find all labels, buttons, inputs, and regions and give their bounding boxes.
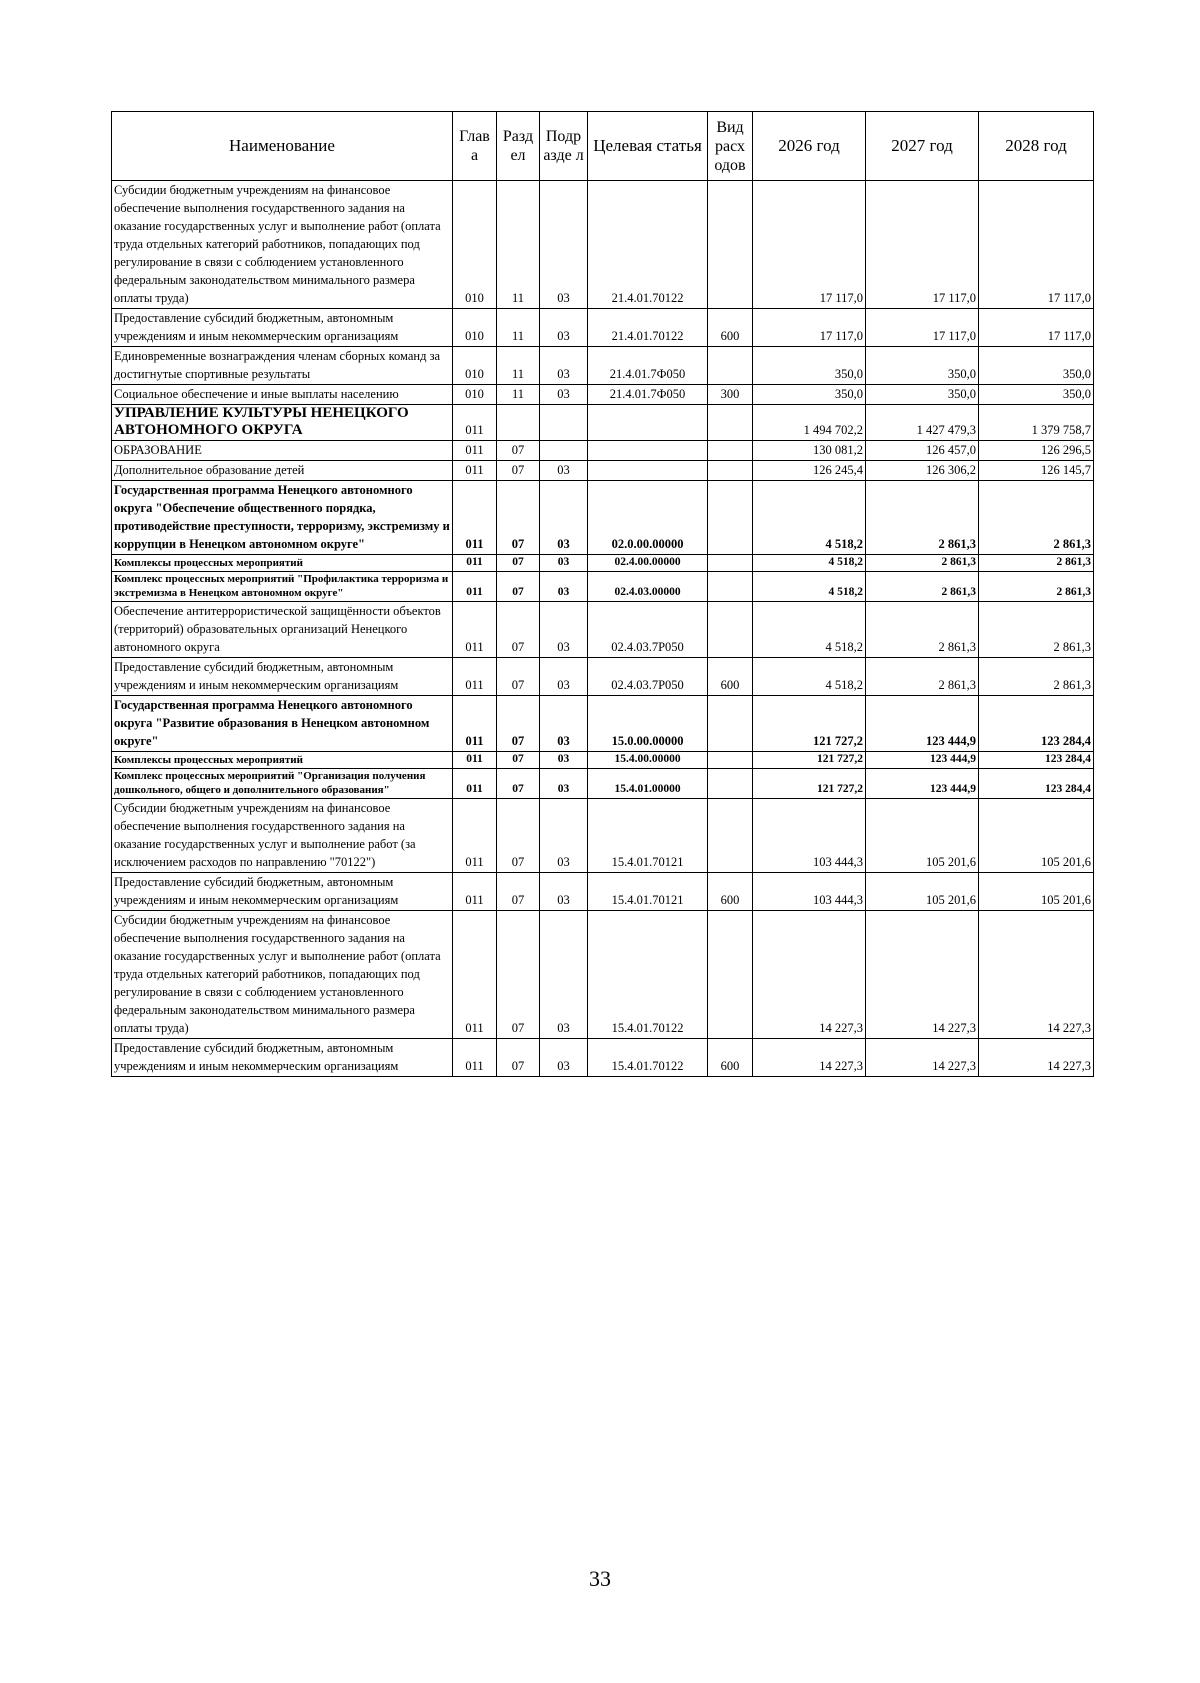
row-target-cell: 02.4.00.00000: [588, 555, 708, 572]
row-vid-cell: 600: [708, 658, 753, 696]
row-name-cell: Предоставление субсидий бюджетным, автономным учреждениям и иным некоммерческим организациям: [112, 658, 453, 696]
row-2026-cell: 350,0: [753, 347, 866, 385]
row-2026-cell: 126 245,4: [753, 461, 866, 481]
row-name-cell: Предоставление субсидий бюджетным, автономным учреждениям и иным некоммерческим организациям: [112, 309, 453, 347]
row-target-cell: 15.4.01.70122: [588, 1039, 708, 1077]
row-2028-cell: 2 861,3: [979, 481, 1094, 555]
row-2027-cell: 123 444,9: [866, 752, 979, 769]
row-vid-cell: [708, 769, 753, 799]
row-2026-cell: 1 494 702,2: [753, 405, 866, 441]
budget-sheet: [111, 111, 1093, 1077]
row-glava-cell: 011: [453, 441, 497, 461]
row-razdel-cell: [497, 405, 540, 441]
row-glava-cell: 010: [453, 309, 497, 347]
row-2026-cell: 14 227,3: [753, 911, 866, 1039]
row-2027-cell: 2 861,3: [866, 658, 979, 696]
row-2028-cell: 17 117,0: [979, 181, 1094, 309]
row-2027-cell: 123 444,9: [866, 769, 979, 799]
row-vid-cell: 300: [708, 385, 753, 405]
row-2027-cell: 2 861,3: [866, 602, 979, 658]
row-vid-cell: 600: [708, 1039, 753, 1077]
row-name-cell: Комплекс процессных мероприятий "Профилактика терроризма и экстремизма в Ненецком автономном округе": [112, 572, 453, 602]
col-header-podrazdel: Подр азде л: [540, 112, 588, 181]
row-target-cell: 15.4.01.70122: [588, 911, 708, 1039]
row-2026-cell: 17 117,0: [753, 309, 866, 347]
row-name-cell: Единовременные вознаграждения членам сборных команд за достигнутые спортивные результаты: [112, 347, 453, 385]
row-glava-cell: 010: [453, 181, 497, 309]
row-name-cell: Дополнительное образование детей: [112, 461, 453, 481]
row-2028-cell: 123 284,4: [979, 696, 1094, 752]
table-row: [112, 658, 1094, 696]
row-target-cell: [588, 441, 708, 461]
page-number: 33: [589, 1566, 611, 1591]
row-podrazdel-cell: 03: [540, 555, 588, 572]
row-2028-cell: 105 201,6: [979, 873, 1094, 911]
row-name-cell: Субсидии бюджетным учреждениям на финансовое обеспечение выполнения государственного задания на оказание государственных услуг и выполнение работ (оплата труда отдельных категорий работников, попадающих под регулирование в связи с соблюдением установленного федеральным законодательством минимального размера оплаты труда): [112, 181, 453, 309]
table-row: [112, 481, 1094, 555]
row-2028-cell: 105 201,6: [979, 799, 1094, 873]
row-2028-cell: 126 145,7: [979, 461, 1094, 481]
row-target-cell: 02.4.03.00000: [588, 572, 708, 602]
row-2027-cell: 350,0: [866, 347, 979, 385]
row-podrazdel-cell: 03: [540, 385, 588, 405]
row-vid-cell: [708, 555, 753, 572]
row-target-cell: 21.4.01.70122: [588, 181, 708, 309]
row-target-cell: 02.4.03.7Р050: [588, 602, 708, 658]
row-2027-cell: 2 861,3: [866, 555, 979, 572]
row-2026-cell: 14 227,3: [753, 1039, 866, 1077]
row-razdel-cell: 07: [497, 481, 540, 555]
row-2027-cell: 14 227,3: [866, 911, 979, 1039]
row-2027-cell: 1 427 479,3: [866, 405, 979, 441]
row-vid-cell: [708, 347, 753, 385]
row-razdel-cell: 07: [497, 441, 540, 461]
row-podrazdel-cell: 03: [540, 658, 588, 696]
row-glava-cell: 011: [453, 911, 497, 1039]
row-name-cell: УПРАВЛЕНИЕ КУЛЬТУРЫ НЕНЕЦКОГО АВТОНОМНОГО ОКРУГА: [112, 405, 453, 441]
row-target-cell: [588, 405, 708, 441]
table-row: [112, 1039, 1094, 1077]
row-razdel-cell: 11: [497, 181, 540, 309]
row-2026-cell: 103 444,3: [753, 873, 866, 911]
row-name-cell: Государственная программа Ненецкого автономного округа "Развитие образования в Ненецком автономном округе": [112, 696, 453, 752]
row-glava-cell: 011: [453, 481, 497, 555]
row-razdel-cell: 07: [497, 911, 540, 1039]
row-2026-cell: 4 518,2: [753, 658, 866, 696]
row-2027-cell: 14 227,3: [866, 1039, 979, 1077]
table-body: [112, 181, 1094, 1077]
row-glava-cell: 011: [453, 405, 497, 441]
row-podrazdel-cell: 03: [540, 752, 588, 769]
row-target-cell: 15.4.01.70121: [588, 873, 708, 911]
row-razdel-cell: 07: [497, 696, 540, 752]
row-razdel-cell: 07: [497, 572, 540, 602]
row-glava-cell: 011: [453, 658, 497, 696]
row-2028-cell: 17 117,0: [979, 309, 1094, 347]
row-vid-cell: [708, 461, 753, 481]
row-2028-cell: 350,0: [979, 347, 1094, 385]
row-vid-cell: [708, 911, 753, 1039]
table-header-row: [112, 112, 1094, 181]
row-glava-cell: 010: [453, 385, 497, 405]
row-vid-cell: [708, 752, 753, 769]
row-target-cell: 15.4.01.70121: [588, 799, 708, 873]
col-header-target: Целевая статья: [588, 112, 708, 181]
row-2028-cell: 2 861,3: [979, 555, 1094, 572]
row-vid-cell: 600: [708, 309, 753, 347]
row-2027-cell: 105 201,6: [866, 873, 979, 911]
col-header-name: Наименование: [112, 112, 453, 181]
row-2028-cell: 1 379 758,7: [979, 405, 1094, 441]
row-razdel-cell: 07: [497, 769, 540, 799]
row-2026-cell: 4 518,2: [753, 602, 866, 658]
table-row: [112, 405, 1094, 441]
row-vid-cell: [708, 799, 753, 873]
row-glava-cell: 011: [453, 769, 497, 799]
row-2027-cell: 17 117,0: [866, 181, 979, 309]
row-2028-cell: 2 861,3: [979, 602, 1094, 658]
row-podrazdel-cell: 03: [540, 799, 588, 873]
col-header-2027: 2027 год: [866, 112, 979, 181]
row-2026-cell: 121 727,2: [753, 769, 866, 799]
row-name-cell: Предоставление субсидий бюджетным, автономным учреждениям и иным некоммерческим организациям: [112, 873, 453, 911]
row-vid-cell: [708, 572, 753, 602]
row-target-cell: 02.4.03.7Р050: [588, 658, 708, 696]
row-podrazdel-cell: 03: [540, 911, 588, 1039]
table-row: [112, 347, 1094, 385]
row-2027-cell: 17 117,0: [866, 309, 979, 347]
row-glava-cell: 011: [453, 799, 497, 873]
col-header-vid: Вид расх одов: [708, 112, 753, 181]
row-razdel-cell: 11: [497, 385, 540, 405]
row-2028-cell: 350,0: [979, 385, 1094, 405]
row-razdel-cell: 07: [497, 555, 540, 572]
row-podrazdel-cell: 03: [540, 769, 588, 799]
row-2027-cell: 126 457,0: [866, 441, 979, 461]
col-header-2026: 2026 год: [753, 112, 866, 181]
row-2026-cell: 350,0: [753, 385, 866, 405]
row-target-cell: 21.4.01.7Ф050: [588, 385, 708, 405]
row-vid-cell: [708, 405, 753, 441]
row-2026-cell: 121 727,2: [753, 752, 866, 769]
table-row: [112, 799, 1094, 873]
row-vid-cell: [708, 441, 753, 461]
row-2028-cell: 14 227,3: [979, 911, 1094, 1039]
row-2028-cell: 2 861,3: [979, 572, 1094, 602]
row-name-cell: Комплексы процессных мероприятий: [112, 555, 453, 572]
table-row: [112, 873, 1094, 911]
table-row: [112, 769, 1094, 799]
row-name-cell: ОБРАЗОВАНИЕ: [112, 441, 453, 461]
row-podrazdel-cell: 03: [540, 309, 588, 347]
row-podrazdel-cell: 03: [540, 181, 588, 309]
row-razdel-cell: 07: [497, 658, 540, 696]
row-name-cell: Комплексы процессных мероприятий: [112, 752, 453, 769]
row-podrazdel-cell: 03: [540, 347, 588, 385]
row-vid-cell: [708, 696, 753, 752]
row-glava-cell: 011: [453, 873, 497, 911]
row-podrazdel-cell: 03: [540, 873, 588, 911]
table-row: [112, 385, 1094, 405]
row-2026-cell: 4 518,2: [753, 481, 866, 555]
row-target-cell: 15.4.00.00000: [588, 752, 708, 769]
row-name-cell: Государственная программа Ненецкого автономного округа "Обеспечение общественного порядка, противодействие преступности, терроризму, экстремизму и коррупции в Ненецком автономном округе": [112, 481, 453, 555]
row-razdel-cell: 07: [497, 1039, 540, 1077]
row-razdel-cell: 07: [497, 461, 540, 481]
table-row: [112, 461, 1094, 481]
table-row: [112, 752, 1094, 769]
row-vid-cell: [708, 481, 753, 555]
row-razdel-cell: 07: [497, 873, 540, 911]
row-2027-cell: 350,0: [866, 385, 979, 405]
row-name-cell: Комплекс процессных мероприятий "Организация получения дошкольного, общего и дополнительного образования": [112, 769, 453, 799]
row-2027-cell: 2 861,3: [866, 572, 979, 602]
row-podrazdel-cell: 03: [540, 461, 588, 481]
col-header-glava: Глав а: [453, 112, 497, 181]
row-razdel-cell: 07: [497, 799, 540, 873]
row-2027-cell: 126 306,2: [866, 461, 979, 481]
row-podrazdel-cell: [540, 405, 588, 441]
row-glava-cell: 011: [453, 572, 497, 602]
row-glava-cell: 010: [453, 347, 497, 385]
row-glava-cell: 011: [453, 1039, 497, 1077]
table-row: [112, 572, 1094, 602]
row-razdel-cell: 11: [497, 347, 540, 385]
table-row: [112, 555, 1094, 572]
row-podrazdel-cell: 03: [540, 696, 588, 752]
row-2026-cell: 4 518,2: [753, 572, 866, 602]
table-row: [112, 309, 1094, 347]
row-name-cell: Предоставление субсидий бюджетным, автономным учреждениям и иным некоммерческим организациям: [112, 1039, 453, 1077]
row-2028-cell: 126 296,5: [979, 441, 1094, 461]
row-podrazdel-cell: 03: [540, 1039, 588, 1077]
row-podrazdel-cell: 03: [540, 602, 588, 658]
row-2027-cell: 123 444,9: [866, 696, 979, 752]
row-2028-cell: 123 284,4: [979, 752, 1094, 769]
row-2028-cell: 123 284,4: [979, 769, 1094, 799]
row-2027-cell: 105 201,6: [866, 799, 979, 873]
row-glava-cell: 011: [453, 461, 497, 481]
col-header-2028: 2028 год: [979, 112, 1094, 181]
table-row: [112, 696, 1094, 752]
row-target-cell: 02.0.00.00000: [588, 481, 708, 555]
row-target-cell: [588, 461, 708, 481]
row-name-cell: Субсидии бюджетным учреждениям на финансовое обеспечение выполнения государственного задания на оказание государственных услуг и выполнение работ (оплата труда отдельных категорий работников, попадающих под регулирование в связи с соблюдением установленного федеральным законодательством минимального размера оплаты труда): [112, 911, 453, 1039]
row-2026-cell: 17 117,0: [753, 181, 866, 309]
row-target-cell: 15.0.00.00000: [588, 696, 708, 752]
row-podrazdel-cell: 03: [540, 572, 588, 602]
row-2026-cell: 121 727,2: [753, 696, 866, 752]
row-2026-cell: 103 444,3: [753, 799, 866, 873]
row-2028-cell: 2 861,3: [979, 658, 1094, 696]
row-2026-cell: 4 518,2: [753, 555, 866, 572]
table-row: [112, 181, 1094, 309]
row-2028-cell: 14 227,3: [979, 1039, 1094, 1077]
row-podrazdel-cell: 03: [540, 481, 588, 555]
budget-table: [111, 111, 1094, 1077]
row-target-cell: 21.4.01.70122: [588, 309, 708, 347]
row-name-cell: Субсидии бюджетным учреждениям на финансовое обеспечение выполнения государственного задания на оказание государственных услуг и выполнение работ (за исключением расходов по направлению "70122"): [112, 799, 453, 873]
row-vid-cell: [708, 181, 753, 309]
row-target-cell: 21.4.01.7Ф050: [588, 347, 708, 385]
row-name-cell: Социальное обеспечение и иные выплаты населению: [112, 385, 453, 405]
row-2027-cell: 2 861,3: [866, 481, 979, 555]
table-row: [112, 441, 1094, 461]
row-glava-cell: 011: [453, 602, 497, 658]
row-razdel-cell: 07: [497, 752, 540, 769]
row-vid-cell: [708, 602, 753, 658]
row-2026-cell: 130 081,2: [753, 441, 866, 461]
row-vid-cell: 600: [708, 873, 753, 911]
row-glava-cell: 011: [453, 555, 497, 572]
col-header-razdel: Разд ел: [497, 112, 540, 181]
row-razdel-cell: 07: [497, 602, 540, 658]
row-target-cell: 15.4.01.00000: [588, 769, 708, 799]
row-podrazdel-cell: [540, 441, 588, 461]
row-glava-cell: 011: [453, 696, 497, 752]
row-glava-cell: 011: [453, 752, 497, 769]
table-row: [112, 602, 1094, 658]
row-razdel-cell: 11: [497, 309, 540, 347]
row-name-cell: Обеспечение антитеррористической защищённости объектов (территорий) образовательных организаций Ненецкого автономного округа: [112, 602, 453, 658]
table-row: [112, 911, 1094, 1039]
